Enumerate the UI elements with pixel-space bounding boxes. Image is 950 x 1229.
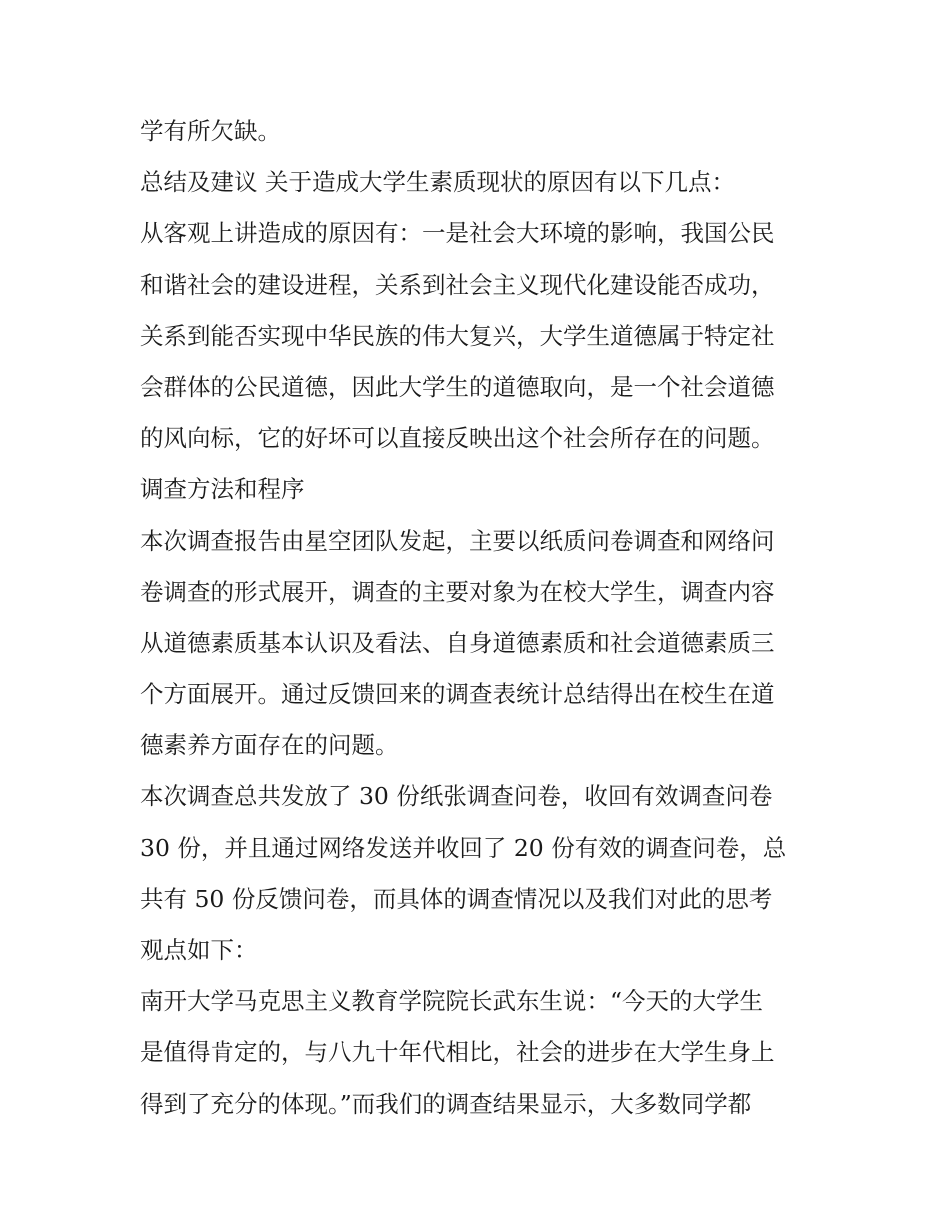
section-heading-line: 总结及建议 关于造成大学生素质现状的原因有以下几点： — [140, 168, 735, 197]
section-heading-line: 调查方法和程序 — [140, 475, 305, 504]
document-body — [140, 106, 830, 1130]
text-line: 从客观上讲造成的原因有：一是社会大环境的影响，我国公民 — [140, 219, 775, 248]
text-line: 会群体的公民道德，因此大学生的道德取向，是一个社会道德 — [140, 372, 775, 401]
text-line: 南开大学马克思主义教育学院院长武东生说：“今天的大学生 — [140, 987, 764, 1016]
text-line: 30 份，并且通过网络发送并收回了 20 份有效的调查问卷，总 — [140, 833, 787, 862]
text-line: 是值得肯定的，与八九十年代相比，社会的进步在大学生身上 — [140, 1038, 775, 1067]
text-line: 和谐社会的建设进程，关系到社会主义现代化建设能否成功， — [140, 270, 775, 299]
text-line: 本次调查报告由星空团队发起，主要以纸质问卷调查和网络问 — [140, 526, 775, 555]
text-line: 卷调查的形式展开，调查的主要对象为在校大学生，调查内容 — [140, 577, 775, 606]
text-line: 从道德素质基本认识及看法、自身道德素质和社会道德素质三 — [140, 628, 775, 657]
text-line: 得到了充分的体现。”而我们的调查结果显示，大多数同学都 — [140, 1089, 752, 1118]
text-line: 本次调查总共发放了 30 份纸张调查问卷，收回有效调查问卷 — [140, 782, 773, 811]
text-line: 关系到能否实现中华民族的伟大复兴，大学生道德属于特定社 — [140, 321, 775, 350]
text-line: 学有所欠缺。 — [140, 117, 281, 145]
text-line: 德素养方面存在的问题。 — [140, 731, 399, 760]
text-line: 个方面展开。通过反馈回来的调查表统计总结得出在校生在道 — [140, 680, 775, 709]
text-line: 共有 50 份反馈问卷，而具体的调查情况以及我们对此的思考 — [140, 884, 773, 913]
text-line: 的风向标，它的好坏可以直接反映出这个社会所存在的问题。 — [140, 424, 775, 453]
text-line: 观点如下： — [140, 936, 258, 964]
